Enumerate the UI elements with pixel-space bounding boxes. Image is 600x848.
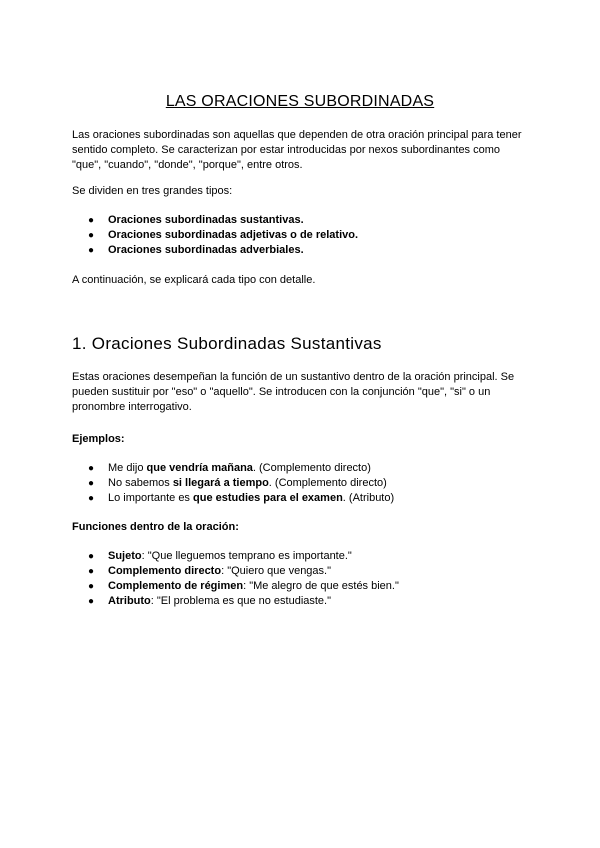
list-item: ● Lo importante es que estudies para el examen. (Atributo) — [88, 492, 395, 504]
divide-text: Se dividen en tres grandes tipos: — [72, 185, 233, 197]
section-heading: 1. Oraciones Subordinadas Sustantivas — [72, 334, 382, 353]
page-title: LAS ORACIONES SUBORDINADAS — [165, 93, 435, 110]
list-item: ● Atributo: "El problema es que no estudiaste." — [88, 595, 332, 607]
list-item: ● Complemento de régimen: "Me alegro de que estés bien." — [88, 580, 399, 592]
type-label: Oraciones subordinadas sustantivas. — [108, 214, 304, 226]
types-list — [72, 213, 528, 258]
bullet-icon: ● — [88, 493, 95, 504]
bullet-icon: ● — [88, 478, 95, 489]
list-item — [72, 228, 528, 243]
bullet-icon: ● — [88, 551, 95, 562]
bullet-icon: ● — [88, 581, 95, 592]
functions-list — [72, 549, 528, 609]
list-item: ● Complemento directo: "Quiero que vengas." — [88, 565, 332, 577]
bullet-icon: ● — [88, 566, 95, 577]
bullet-icon: ● — [88, 596, 95, 607]
type-label: Oraciones subordinadas adverbiales. — [108, 244, 304, 256]
list-item — [72, 213, 528, 228]
functions-label: Funciones dentro de la oración: — [72, 521, 239, 533]
examples-label: Ejemplos: — [72, 433, 125, 445]
bullet-icon: ● — [88, 245, 95, 256]
type-label: Oraciones subordinadas adjetivas o de relativo. — [108, 229, 359, 241]
continuation-text: A continuación, se explicará cada tipo con detalle. — [72, 274, 316, 286]
bullet-icon: ● — [88, 463, 95, 474]
list-item: ● No sabemos si llegará a tiempo. (Complemento directo) — [88, 477, 387, 489]
intro-paragraph: Las oraciones subordinadas son aquellas que dependen de otra oración principal para tener sentido completo. Se caracterizan por estar introducidas por nexos subordinantes como "que", "cuando", "donde", "porque", entre otros. — [72, 129, 522, 171]
list-item: ● Sujeto: "Que lleguemos temprano es importante." — [88, 550, 352, 562]
list-item: ● Me dijo que vendría mañana. (Complemento directo) — [88, 462, 371, 474]
bullet-icon: ● — [88, 215, 95, 226]
examples-list — [72, 461, 528, 506]
list-item — [72, 243, 528, 258]
section-description: Estas oraciones desempeñan la función de un sustantivo dentro de la oración principal. Se pueden sustituir por "eso" o "aquello". Se introducen con la conjunción "que", "si" o un pronombre interrogativo. — [72, 371, 515, 413]
bullet-icon: ● — [88, 230, 95, 241]
